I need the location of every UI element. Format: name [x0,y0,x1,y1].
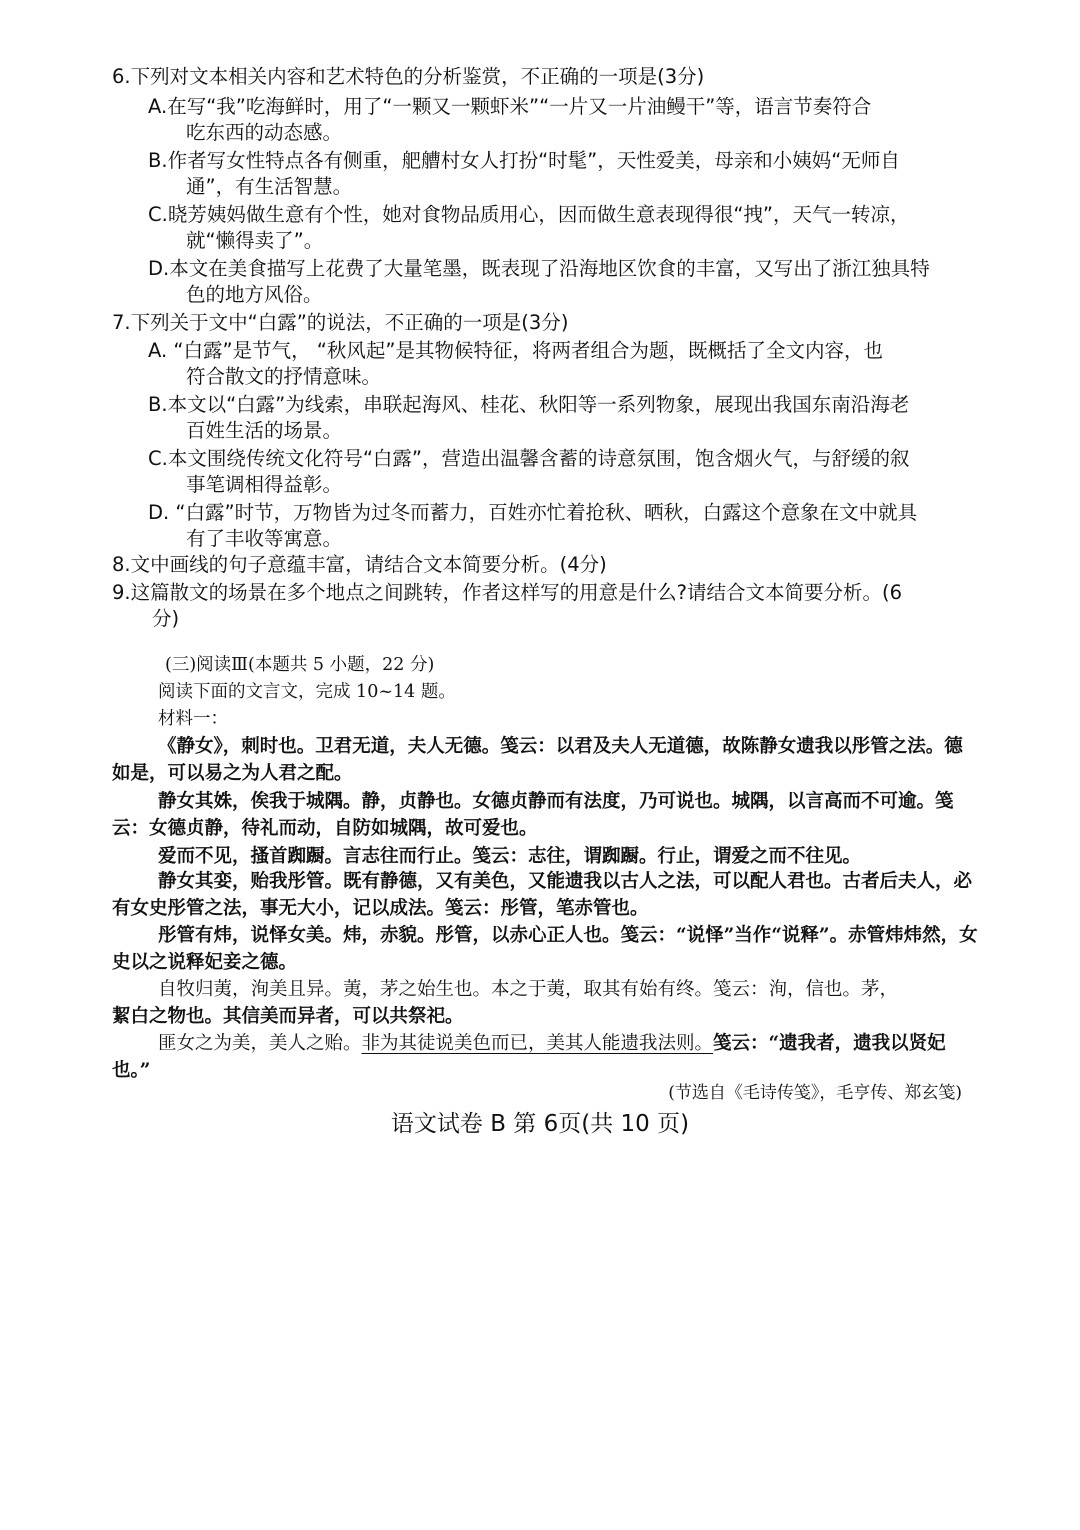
question-6-option-d [148,256,978,308]
question-7-option-b [148,392,978,444]
option-text-cont: 色的地方风俗。 [186,283,323,306]
paragraph-text: 《静女》，刺时也。卫君无道，夫人无德。笺云：以君及夫人无道德，故陈静女遗我以彤管之法。德如是，可以易之为人君之配。 [112,736,963,784]
classical-paragraph [112,843,978,870]
option-text-cont: 事笔调相得益彰。 [186,473,343,496]
question-6-option-c [148,202,978,254]
paragraph-text: 爱而不见，搔首踟蹰。言志往而行止。笺云：志往，谓踟蹰。行止，谓爱之而不往见。 [158,846,862,867]
option-text-cont: 通”，有生活智慧。 [186,175,353,198]
paragraph-text: 静女其娈，贻我彤管。既有静德，又有美色，又能遗我以古人之法，可以配人君也。古者后夫人，必有女史彤管之法，事无大小，记以成法。笺云：彤管，笔赤管也。 [112,871,973,919]
option-text-cont: 百姓生活的场景。 [186,419,343,442]
paragraph-text: 匪女之为美，美人之贻。 [158,1033,362,1054]
option-text-cont: 吃东西的动态感。 [186,121,343,144]
section-title: (三)阅读Ⅲ(本题共 5 小题，22 分) [165,655,435,675]
question-9-line-cont: 分) [152,607,180,630]
question-7-option-c [148,446,978,498]
paragraph-text-bold: 笺云：“遗我者，遗我以贤妃也。” [112,1033,946,1081]
question-6-option-a [148,94,978,146]
paragraph-text: 自牧归荑，洵美且异。荑，茅之始生也。本之于荑，取其有始有终。笺云：洵，信也。茅， [158,979,899,1000]
material-label: 材料一： [158,709,228,729]
question-7-option-d [148,500,978,552]
source-citation: (节选自《毛诗传笺》，毛亨传、郑玄笺) [668,1083,962,1103]
page-footer: 语文试卷 B 第 6页(共 10 页) [390,1111,690,1137]
option-text: C.晓芳姨妈做生意有个性，她对食物品质用心，因而做生意表现得很“拽”，天气一转凉， [148,203,910,226]
question-6-stem: 6.下列对文本相关内容和艺术特色的分析鉴赏，不正确的一项是(3分) [112,65,705,88]
classical-paragraph [112,922,978,976]
classical-paragraph [112,1030,978,1084]
paragraph-text: 静女其姝，俟我于城隅。静，贞静也。女德贞静而有法度，乃可说也。城隅，以言高而不可逾。笺云：女德贞静，待礼而动，自防如城隅，故可爱也。 [112,791,954,839]
option-text: D. “白露”时节，万物皆为过冬而蓄力，百姓亦忙着抢秋、晒秋，白露这个意象在文中就具 [148,501,918,524]
option-text: B.作者写女性特点各有侧重，舥艚村女人打扮“时髦”，天性爱美，母亲和小姨妈“无师自 [148,149,900,172]
option-text-cont: 有了丰收等寓意。 [186,527,343,550]
classical-paragraph [112,733,978,787]
question-6-option-b [148,148,978,200]
question-9 [112,580,978,632]
question-8: 8.文中画线的句子意蕴丰富，请结合文本简要分析。(4分) [112,553,607,576]
option-text-cont: 符合散文的抒情意味。 [186,365,382,388]
underlined-sentence: 非为其徒说美色而已，美其人能遗我法则。 [361,1033,714,1054]
question-7-stem: 7.下列关于文中“白露”的说法，不正确的一项是(3分) [112,311,569,334]
paragraph-text-bold: 絜白之物也。其信美而异者，可以共祭祀。 [112,1006,464,1027]
option-text: A.在写“我”吃海鲜时，用了“一颗又一颗虾米”“一片又一片油鳗干”等，语言节奏符合 [148,95,872,118]
classical-paragraph [112,868,978,922]
option-text-cont: 就“懒得卖了”。 [186,229,324,252]
classical-paragraph [112,976,978,1030]
paragraph-text: 彤管有炜，说怿女美。炜，赤貌。彤管，以赤心正人也。笺云：“说怿”当作“说释”。赤管炜炜然，女史以之说释妃妾之德。 [112,925,978,973]
option-text: D.本文在美食描写上花费了大量笔墨，既表现了沿海地区饮食的丰富，又写出了浙江独具特 [148,257,930,280]
question-7-option-a [148,338,978,390]
option-text: B.本文以“白露”为线索，串联起海风、桂花、秋阳等一系列物象，展现出我国东南沿海老 [148,393,910,416]
option-text: C.本文围绕传统文化符号“白露”，营造出温馨含蓄的诗意氛围，饱含烟火气，与舒缓的叙 [148,447,910,470]
classical-paragraph [112,788,978,842]
question-9-line: 9.这篇散文的场景在多个地点之间跳转，作者这样写的用意是什么?请结合文本简要分析。(6 [112,581,902,604]
section-instruction: 阅读下面的文言文，完成 10~14 题。 [158,682,456,702]
option-text: A. “白露”是节气， “秋风起”是其物候特征，将两者组合为题，既概括了全文内容，也 [148,339,884,362]
